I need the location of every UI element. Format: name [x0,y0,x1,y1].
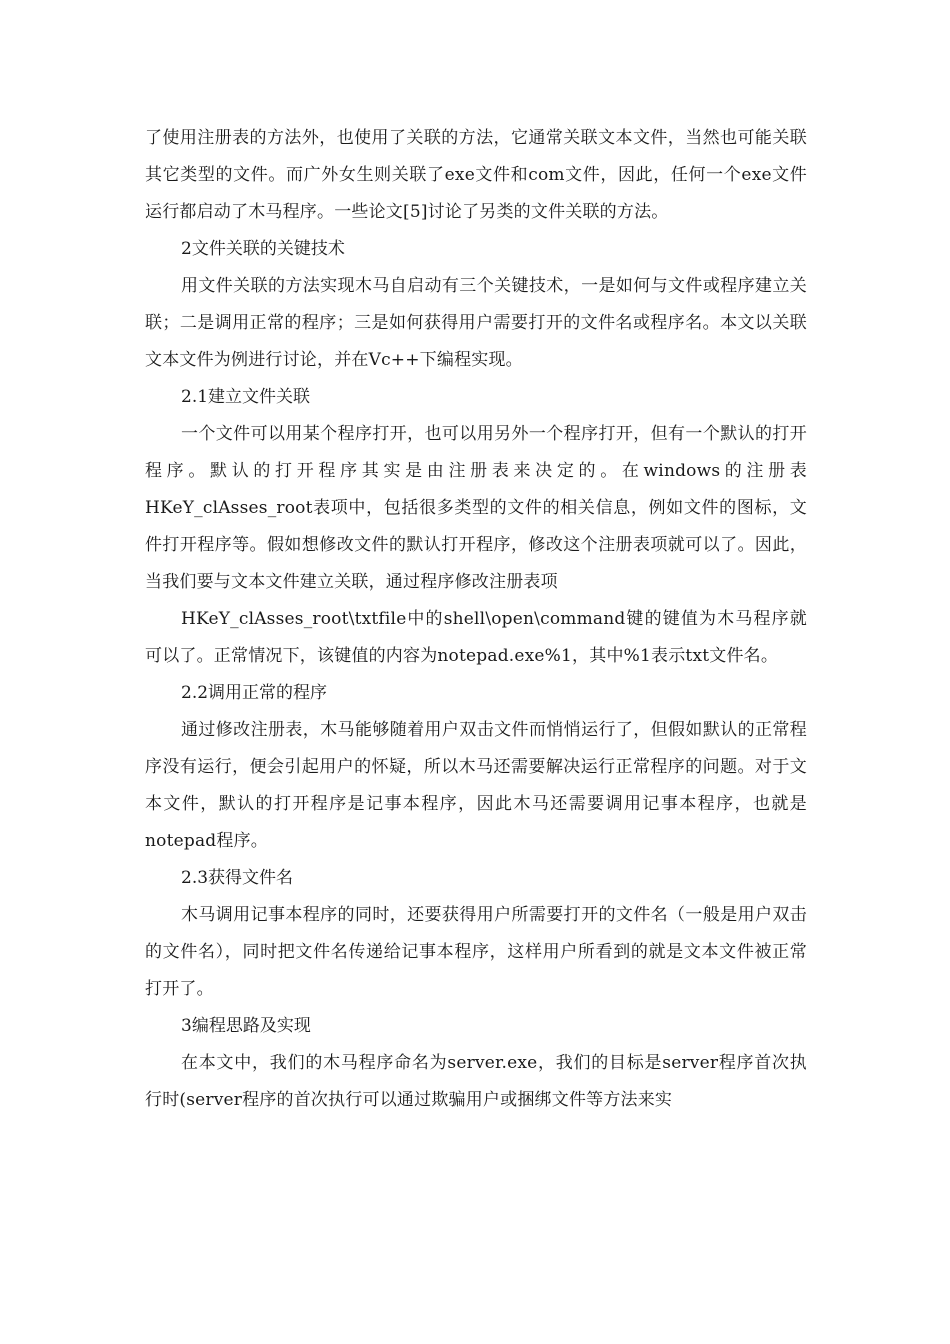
paragraph-implementation: 在本文中，我们的木马程序命名为server.exe，我们的目标是server程序首次执行时(server程序的首次执行可以通过欺骗用户或捆绑文件等方法来实 [145,1053,807,1110]
section-heading-2: 2文件关联的关键技术 [181,239,345,259]
paragraph-call-normal-program: 通过修改注册表，木马能够随着用户双击文件而悄悄运行了，但假如默认的正常程序没有运行，便会引起用户的怀疑，所以木马还需要解决运行正常程序的问题。对于文本文件，默认的打开程序是记事本程序，因此木马还需要调用记事本程序，也就是notepad程序。 [145,720,807,851]
paragraph-get-filename: 木马调用记事本程序的同时，还要获得用户所需要打开的文件名（一般是用户双击的文件名），同时把文件名传递给记事本程序，这样用户所看到的就是文本文件被正常打开了。 [145,905,807,999]
paragraph-key-techniques: 用文件关联的方法实现木马自启动有三个关键技术，一是如何与文件或程序建立关联；二是调用正常的程序；三是如何获得用户需要打开的文件名或程序名。本文以关联文本文件为例进行讨论，并在Vc++下编程实现。 [145,276,807,370]
paragraph-intro: 了使用注册表的方法外，也使用了关联的方法，它通常关联文本文件，当然也可能关联其它类型的文件。而广外女生则关联了exe文件和com文件，因此，任何一个exe文件运行都启动了木马程序。一些论文[5]讨论了另类的文件关联的方法。 [145,128,807,222]
section-heading-2-2: 2.2调用正常的程序 [181,683,328,703]
section-heading-2-3: 2.3获得文件名 [181,868,294,888]
paragraph-file-association: 一个文件可以用某个程序打开，也可以用另外一个程序打开，但有一个默认的打开程序。默认的打开程序其实是由注册表来决定的。在windows的注册表HKeY_clAsses_root表项中，包括很多类型的文件的相关信息，例如文件的图标，文件打开程序等。假如想修改文件的默认打开程序，修改这个注册表项就可以了。因此，当我们要与文本文件建立关联，通过程序修改注册表项 [145,424,807,592]
section-heading-3: 3编程思路及实现 [181,1016,311,1036]
section-heading-2-1: 2.1建立文件关联 [181,387,311,407]
paragraph-registry-key: HKeY_clAsses_root\txtfile中的shell\open\command键的键值为木马程序就可以了。正常情况下，该键值的内容为notepad.exe%1，其中%1表示txt文件名。 [145,609,807,666]
document-page [145,120,807,1119]
